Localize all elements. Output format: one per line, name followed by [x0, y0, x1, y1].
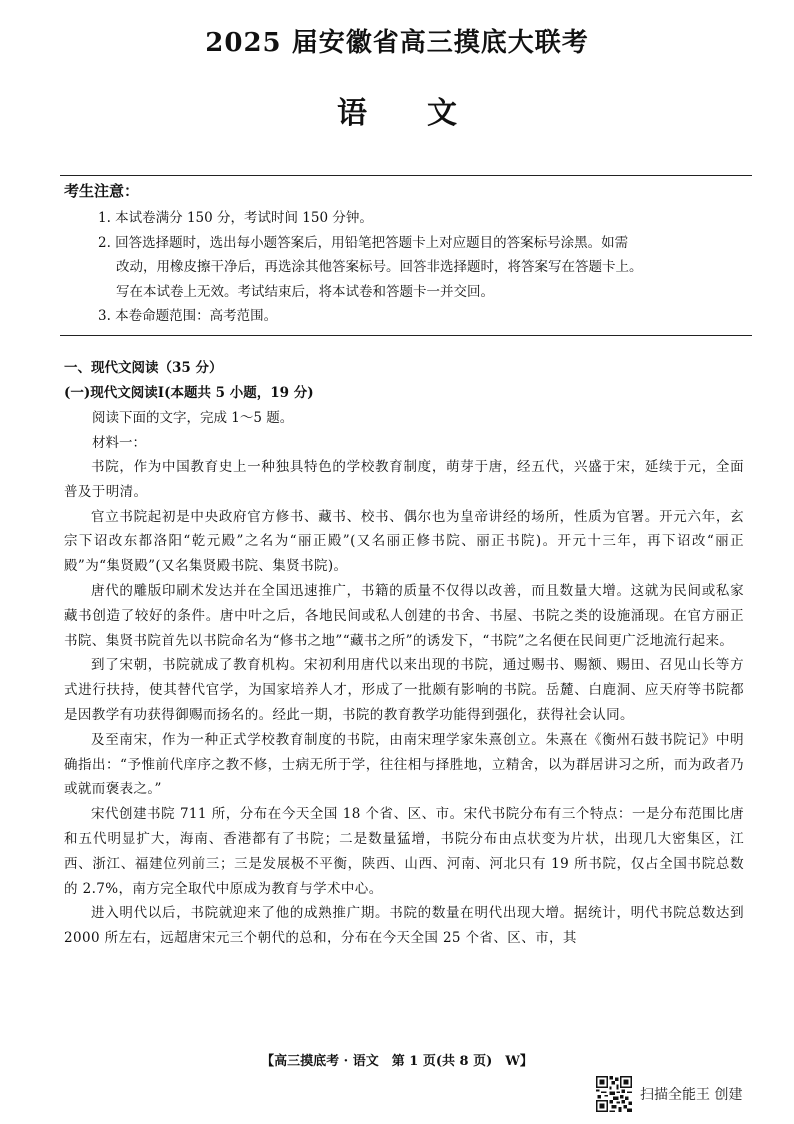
passage-paragraph: 宋代创建书院 711 所，分布在今天全国 18 个省、区、市。宋代书院分布有三个特点：一是分布范围比唐和五代明显扩大，海南、香港都有了书院；二是数量猛增，书院分布由点状变为片状，出现几大密集区，江西、浙江、福建位列前三；三是发展极不平衡，陕西、山西、河南、河北只有 19 所书院，仅占全国书院总数的 2.7%，南方完全取代中原成为教育与学术中心。 — [64, 806, 744, 897]
notice-item-continuation: 写在本试卷上无效。考试结束后，将本试卷和答题卡一并交回。 — [116, 283, 494, 300]
scanner-label: 扫描全能王 创建 — [640, 1087, 743, 1103]
notice-title: 考生注意： — [64, 182, 140, 200]
top-divider — [60, 175, 752, 176]
passage-paragraph: 官立书院起初是中央政府官方修书、藏书、校书、偶尔也为皇帝讲经的场所，性质为官署。开元六年，玄宗下诏改东都洛阳“乾元殿”之名为“丽正殿”(又名丽正修书院、丽正书院)。开元十三年，再下诏改“丽正殿”为“集贤殿”(又名集贤殿书院、集贤书院)。 — [64, 508, 744, 575]
notice-item-1 — [98, 206, 738, 231]
passage-paragraph: 书院，作为中国教育史上一种独具特色的学校教育制度，萌芽于唐，经五代，兴盛于宋，延续于元，全面普及于明清。 — [64, 459, 744, 500]
passage-body — [64, 455, 744, 951]
notice-item-3 — [98, 304, 738, 329]
exam-title: 2025 届安徽省高三摸底大联考 — [205, 28, 589, 58]
notice-item-2 — [98, 231, 738, 305]
section-heading: 一、现代文阅读（35 分） — [64, 360, 223, 376]
qr-code-icon — [596, 1076, 632, 1112]
page-footer: 【高三摸底考 · 语文 第 1 页(共 8 页) W】 — [261, 1054, 533, 1069]
subject-title: 语文 — [337, 96, 517, 131]
scanner-watermark — [596, 1076, 742, 1112]
passage-paragraph: 及至南宋，作为一种正式学校教育制度的书院，由南宋理学家朱熹创立。朱熹在《衡州石鼓书院记》中明确指出：“予惟前代庠序之教不修，士病无所于学，往往相与择胜地，立精舍，以为群居讲习之所，而为政者乃或就而褒表之。” — [64, 731, 744, 798]
notice-item-text: 2. 回答选择题时，选出每小题答案后，用铅笔把答题卡上对应题目的答案标号涂黑。如需 — [98, 234, 629, 251]
passage-paragraph: 到了宋朝，书院就成了教育机构。宋初利用唐代以来出现的书院，通过赐书、赐额、赐田、召见山长等方式进行扶持，使其替代官学，为国家培养人才，形成了一批颇有影响的书院。岳麓、白鹿洞、应天府等书院都是因教学有功获得御赐而扬名的。经此一期，书院的教育教学功能得到强化，获得社会认同。 — [64, 657, 744, 723]
notice-item-text: 3. 本卷命题范围：高考范围。 — [98, 308, 278, 324]
reading-instruction: 阅读下面的文字，完成 1～5 题。 — [92, 410, 294, 426]
bottom-divider — [60, 335, 752, 336]
section-subheading: (一)现代文阅读Ⅰ(本题共 5 小题，19 分) — [64, 385, 314, 401]
notice-item-text: 1. 本试卷满分 150 分，考试时间 150 分钟。 — [98, 210, 373, 226]
notice-list — [98, 206, 738, 329]
passage-paragraph: 唐代的雕版印刷术发达并在全国迅速推广，书籍的质量不仅得以改善，而且数量大增。这就为民间或私家藏书创造了较好的条件。唐中叶之后，各地民间或私人创建的书舍、书屋、书院之类的设施涌现。在官方丽正书院、集贤书院首先以书院命名为“修书之地”“藏书之所”的诱发下，“书院”之名便在民间更广泛地流行起来。 — [64, 582, 744, 649]
notice-item-continuation: 改动，用橡皮擦干净后，再选涂其他答案标号。回答非选择题时，将答案写在答题卡上。 — [116, 259, 643, 275]
passage-paragraph: 进入明代以后，书院就迎来了他的成熟推广期。书院的数量在明代出现大增。据统计，明代书院总数达到 2000 所左右，远超唐宋元三个朝代的总和，分布在今天全国 25 个省、区、市，其 — [64, 905, 744, 947]
material-label: 材料一： — [92, 435, 146, 451]
